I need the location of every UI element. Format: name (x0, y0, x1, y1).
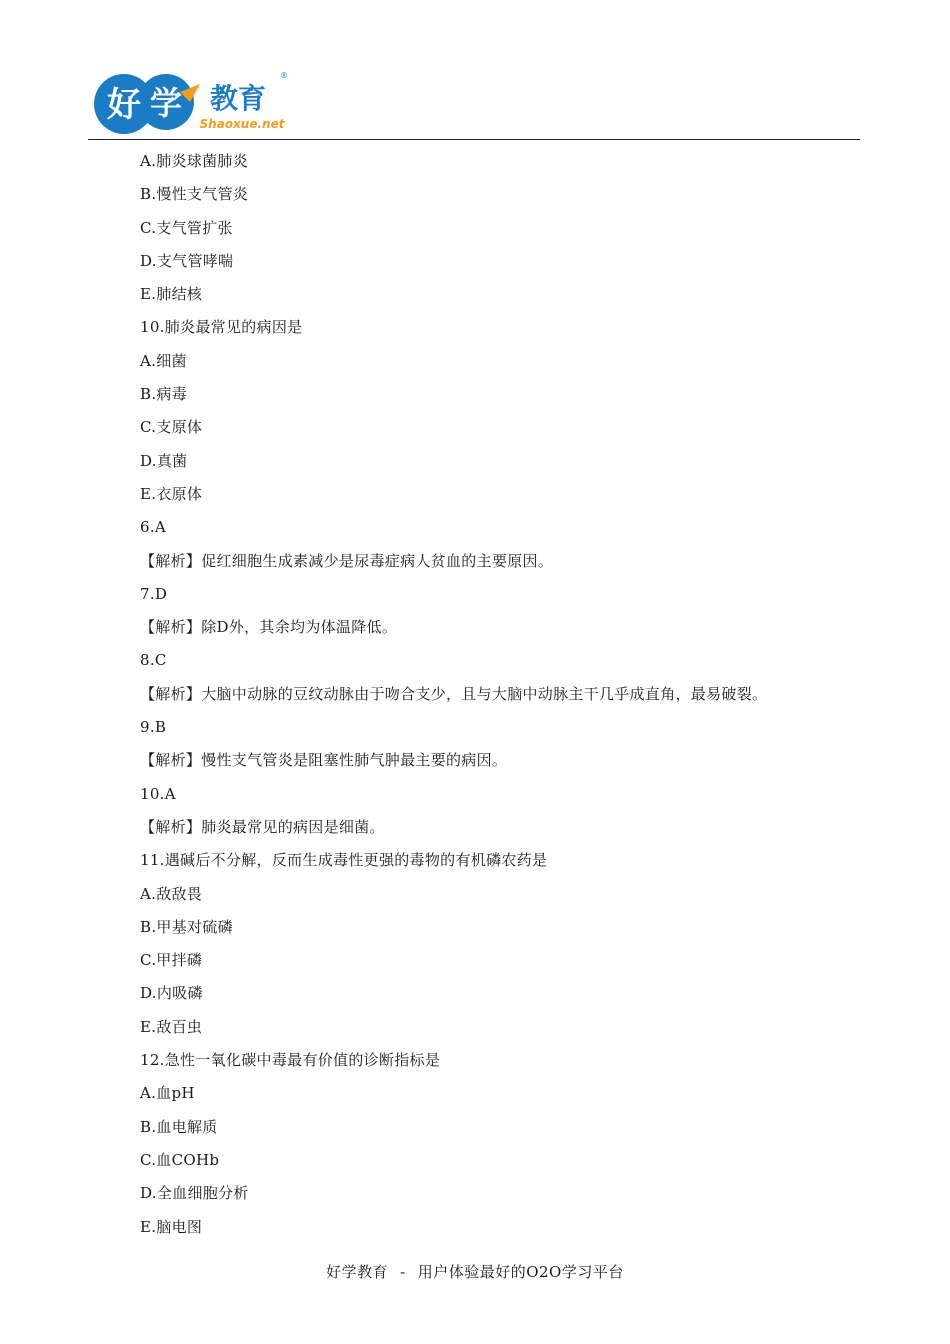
text-line: D.内吸磷 (140, 984, 203, 1003)
page-footer (0, 1261, 950, 1282)
haoxue-logo (88, 62, 288, 140)
text-line: 12.急性一氧化碳中毒最有价值的诊断指标是 (140, 1051, 441, 1070)
text-line: 【解析】促红细胞生成素减少是尿毒症病人贫血的主要原因。 (140, 551, 554, 570)
footer-brand: 好学教育 (326, 1263, 389, 1281)
text-line: A.肺炎球菌肺炎 (140, 152, 249, 170)
text-line: C.血COHb (140, 1150, 220, 1169)
text-line: 【解析】除D外，其余均为体温降低。 (140, 618, 398, 637)
text-line: 7.D (140, 584, 168, 603)
text-line: B.病毒 (140, 385, 187, 404)
text-line: 10.肺炎最常见的病因是 (140, 318, 303, 337)
document-body (140, 145, 840, 1244)
text-line: E.肺结核 (140, 285, 203, 304)
text-line: 11.遇碱后不分解，反而生成毒性更强的毒物的有机磷农药是 (140, 851, 548, 870)
svg-text:好: 好 (107, 85, 141, 125)
text-line: E.衣原体 (140, 484, 203, 503)
text-line: 8.C (140, 651, 167, 670)
text-line: 【解析】肺炎最常见的病因是细菌。 (140, 817, 385, 836)
text-line: A.敌敌畏 (140, 884, 203, 903)
svg-text:学: 学 (149, 84, 183, 122)
text-line: B.血电解质 (140, 1117, 218, 1136)
text-line: E.敌百虫 (140, 1017, 203, 1036)
text-line: 【解析】慢性支气管炎是阻塞性肺气肿最主要的病因。 (140, 751, 508, 770)
text-line: C.支气管扩张 (140, 218, 233, 237)
text-line: 【解析】大脑中动脉的豆纹动脉由于吻合支少，且与大脑中动脉主干几乎成直角，最易破裂。 (140, 684, 768, 703)
text-line: B.甲基对硫磷 (140, 917, 233, 936)
svg-text:®: ® (280, 71, 288, 80)
logo-site-text: Shaoxue.net (199, 117, 285, 131)
text-line: 9.B (140, 718, 167, 737)
text-line: C.支原体 (140, 418, 203, 437)
text-line: 10.A (140, 784, 176, 803)
text-line: D.全血细胞分析 (140, 1184, 249, 1203)
text-line: A.血pH (140, 1084, 195, 1103)
footer-separator: - (400, 1263, 406, 1281)
header-divider (88, 139, 860, 140)
text-line: D.真菌 (140, 451, 188, 470)
footer-slogan: 用户体验最好的O2O学习平台 (417, 1263, 624, 1281)
text-line: C.甲拌磷 (140, 951, 203, 970)
text-line: A.细菌 (140, 351, 187, 370)
logo-brand-text: 教育 (209, 82, 267, 115)
text-line: D.支气管哮喘 (140, 251, 234, 270)
text-line: E.脑电图 (140, 1217, 203, 1236)
text-line: 6.A (140, 518, 167, 537)
text-line: B.慢性支气管炎 (140, 185, 249, 204)
page-header (88, 62, 860, 140)
